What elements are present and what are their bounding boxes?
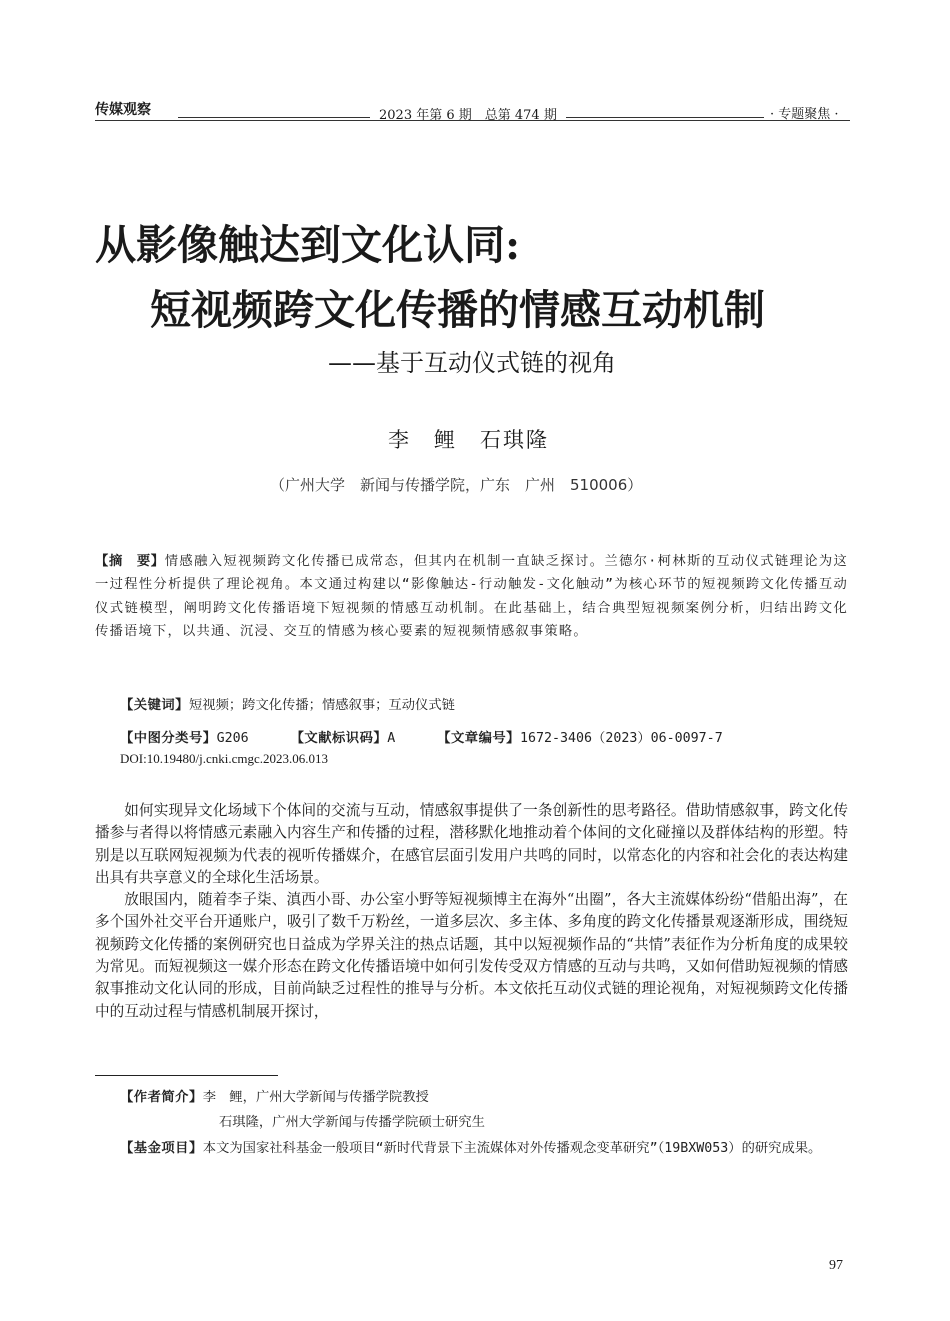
header-rule-right: [566, 117, 764, 118]
column-name: · 专题聚焦 ·: [770, 107, 839, 122]
footnote-rule: [95, 1075, 278, 1076]
keywords: [120, 694, 455, 713]
fund-note-label: 【基金项目】: [120, 1141, 203, 1156]
body-paragraph-1: 如何实现异文化场域下个体间的交流与互动，情感叙事提供了一条创新性的思考路径。借助情感叙事，跨文化传播参与者得以将情感元素融入内容生产和传播的过程，潜移默化地推动着个体间的文化碰撞以及群体结构的形塑。特别是以互联网短视频为代表的视听传播媒介，在感官层面引发用户共鸣的同时，以常态化的内容和社会化的表达构建出具有共享意义的全球化生活场景。: [95, 802, 848, 886]
classification-line: [120, 727, 723, 746]
keywords-text: 短视频；跨文化传播；情感叙事；互动仪式链: [188, 698, 455, 713]
fund-note-text: 本文为国家社科基金一般项目“新时代背景下主流媒体对外传播观念变革研究”（19BXW053）的研究成果。: [202, 1141, 822, 1156]
title-line-1: 从影像触达到文化认同:: [95, 221, 521, 269]
author-note-1: 李 鲤，广州大学新闻与传播学院教授: [202, 1090, 429, 1105]
body-text: [95, 800, 848, 1023]
author-note: [120, 1086, 429, 1105]
header-underline: [95, 120, 850, 121]
abstract: [95, 550, 848, 643]
article-number-value: 1672-3406（2023）06-0097-7: [519, 731, 723, 746]
affiliation: （广州大学 新闻与传播学院，广东 广州 510006）: [270, 476, 643, 494]
journal-name: 传媒观察: [95, 102, 151, 118]
clc-value: G206: [216, 731, 249, 746]
doc-code-value: A: [387, 731, 396, 746]
title-line-2: 短视频跨文化传播的情感互动机制: [150, 286, 765, 334]
keywords-label: 【关键词】: [120, 698, 189, 713]
header-rule-left: [178, 117, 370, 118]
issue-info: 2023 年第 6 期 总第 474 期: [379, 108, 557, 123]
clc-label: 【中图分类号】: [120, 731, 217, 746]
author-note-2: 石琪隆，广州大学新闻与传播学院硕士研究生: [219, 1115, 485, 1130]
fund-note: [95, 1137, 848, 1161]
doi: DOI:10.19480/j.cnki.cmgc.2023.06.013: [120, 751, 328, 766]
article-number-label: 【文章编号】: [437, 731, 520, 746]
authors: 李 鲤 石琪隆: [388, 428, 549, 452]
body-paragraph-2: 放眼国内，随着李子柒、滇西小哥、办公室小野等短视频博主在海外“出圈”，各大主流媒体纷纷“借船出海”，在多个国外社交平台开通账户，吸引了数千万粉丝，一道多层次、多主体、多角度的跨文化传播景观逐渐形成，围绕短视频跨文化传播的案例研究也日益成为学界关注的热点话题，其中以短视频作品的“共情”表征作为分析角度的成果较为常见。而短视频这一媒介形态在跨文化传播语境中如何引发传受双方情感的互动与共鸣，又如何借助短视频的情感叙事推动文化认同的形成，目前尚缺乏过程性的推导与分析。本文依托互动仪式链的理论视角，对短视频跨文化传播中的互动过程与情感机制展开探讨，: [95, 891, 848, 1020]
author-note-label: 【作者简介】: [120, 1090, 203, 1105]
doc-code-label: 【文献标识码】: [290, 731, 388, 746]
abstract-label: 【摘 要】: [95, 554, 165, 569]
subtitle: ——基于互动仪式链的视角: [328, 349, 616, 377]
page-number: 97: [829, 1258, 843, 1273]
abstract-text: 情感融入短视频跨文化传播已成常态，但其内在机制一直缺乏探讨。兰德尔·柯林斯的互动仪式链理论为这一过程性分析提供了理论视角。本文通过构建以“影像触达-行动触发-文化触动”为核心环节的短视频跨文化传播互动仪式链模型，阐明跨文化传播语境下短视频的情感互动机制。在此基础上，结合典型短视频案例分析，归结出跨文化传播语境下，以共通、沉浸、交互的情感为核心要素的短视频情感叙事策略。: [95, 554, 848, 639]
